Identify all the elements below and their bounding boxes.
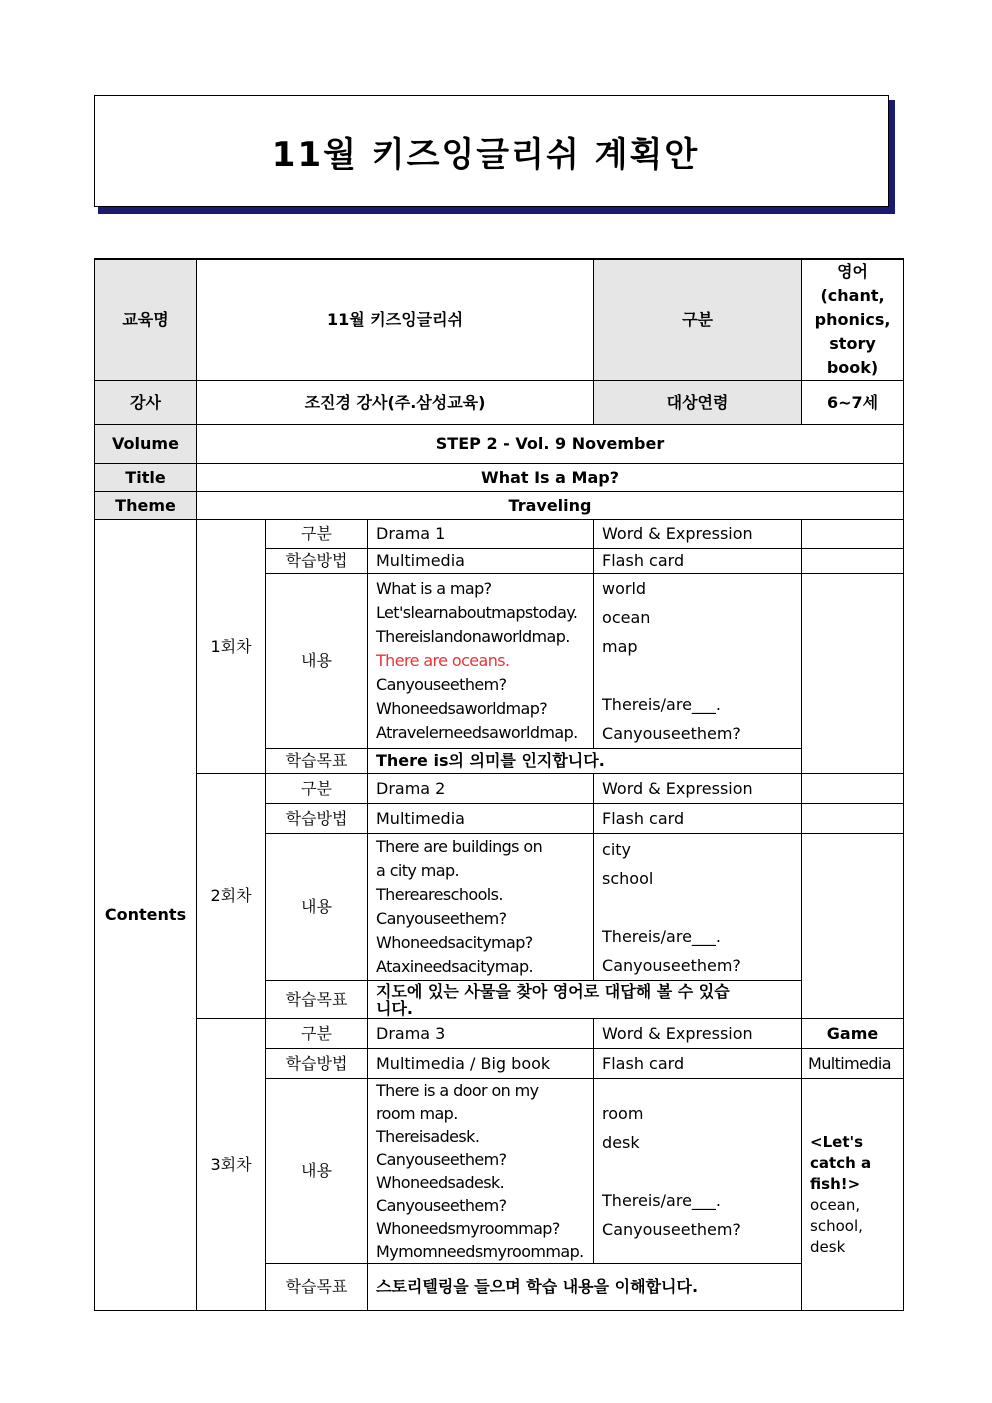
session-2-method-label: 학습방법	[266, 804, 368, 834]
content-line: Thereislandonaworldmap.	[376, 627, 570, 646]
content-line: Ataxineedsacitymap.	[376, 957, 533, 976]
content-line: There is a door on my	[376, 1081, 539, 1100]
session-1-words	[594, 574, 802, 749]
volume-value: STEP 2 - Vol. 9 November	[197, 425, 904, 464]
content-line: There are buildings on	[376, 837, 543, 856]
session-3-drama: Drama 3	[368, 1019, 594, 1049]
info-row-instructor	[95, 381, 904, 425]
info-row-title	[95, 464, 904, 492]
session-2-category-label: 구분	[266, 774, 368, 804]
session-3-method: Multimedia / Big book	[368, 1049, 594, 1079]
session-2-category-row	[95, 774, 904, 804]
content-line: What is a map?	[376, 579, 492, 598]
session-1-method: Multimedia	[368, 549, 594, 574]
word-item: room	[602, 1103, 644, 1123]
word-item: Canyouseethem?	[602, 955, 741, 975]
session-3-goal-label: 학습목표	[266, 1264, 368, 1311]
info-row-course	[95, 259, 904, 381]
plan-table	[94, 258, 904, 1311]
content-line: a city map.	[376, 861, 459, 880]
word-item: map	[602, 637, 638, 656]
session-2-name: 2회차	[197, 774, 266, 1019]
session-2-word-method: Flash card	[594, 804, 802, 834]
title-value: What Is a Map?	[197, 464, 904, 492]
game-title-line: fish!>	[810, 1174, 861, 1193]
session-3-game-content	[802, 1079, 904, 1311]
game-word: ocean,	[810, 1195, 861, 1214]
session-1-word-method: Flash card	[594, 549, 802, 574]
content-line: Canyouseethem?	[376, 1150, 507, 1169]
game-word: desk	[810, 1237, 846, 1256]
content-line: Atravelerneedsaworldmap.	[376, 723, 578, 742]
content-line: Whoneedsacitymap?	[376, 933, 533, 952]
category-label: 구분	[594, 259, 802, 381]
session-2-drama: Drama 2	[368, 774, 594, 804]
course-value: 11월 키즈잉글리쉬	[197, 259, 594, 381]
word-item: Thereis/are___.	[602, 1190, 721, 1210]
content-line: Canyouseethem?	[376, 1196, 507, 1215]
word-spacer	[602, 661, 793, 690]
session-1-word-header: Word & Expression	[594, 520, 802, 549]
word-item: Canyouseethem?	[602, 1219, 741, 1239]
session-1-goal-label: 학습목표	[266, 749, 368, 774]
session-2-method: Multimedia	[368, 804, 594, 834]
category-value: 영어(chant, phonics, story book)	[802, 259, 904, 381]
word-item: desk	[602, 1132, 640, 1152]
content-line-highlight: There are oceans.	[376, 651, 510, 670]
content-line: Whoneedsmyroommap?	[376, 1219, 560, 1238]
content-line: Let'slearnaboutmapstoday.	[376, 603, 578, 622]
session-3-goal: 스토리텔링을 들으며 학습 내용을 이해합니다.	[368, 1264, 802, 1311]
word-item: world	[602, 579, 647, 598]
word-item: Thereis/are___.	[602, 695, 721, 714]
session-1-content-label: 내용	[266, 574, 368, 749]
session-3-game-header: Game	[802, 1019, 904, 1049]
session-3-words	[594, 1079, 802, 1264]
content-line: room map.	[376, 1104, 458, 1123]
session-3-category-label: 구분	[266, 1019, 368, 1049]
theme-label: Theme	[95, 492, 197, 520]
word-item: city	[602, 839, 632, 859]
session-1-game-method-empty	[802, 549, 904, 574]
session-2-game-empty	[802, 774, 904, 804]
session-2-goal-label: 학습목표	[266, 981, 368, 1019]
age-value: 6~7세	[802, 381, 904, 425]
session-2-content-label: 내용	[266, 834, 368, 981]
game-title-line: <Let's	[810, 1132, 864, 1151]
title-box	[94, 95, 889, 207]
content-line: Thereisadesk.	[376, 1127, 480, 1146]
volume-label: Volume	[95, 425, 197, 464]
word-item: ocean	[602, 608, 651, 627]
content-line: Whoneedsadesk.	[376, 1173, 505, 1192]
session-2-content	[368, 834, 594, 981]
session-1-content	[368, 574, 594, 749]
word-item: school	[602, 868, 654, 888]
game-word: school,	[810, 1216, 863, 1235]
contents-label: Contents	[95, 520, 197, 1311]
session-1-category-label: 구분	[266, 520, 368, 549]
info-row-volume	[95, 425, 904, 464]
game-title-line: catch a	[810, 1153, 872, 1172]
word-spacer	[602, 1157, 793, 1186]
session-3-method-label: 학습방법	[266, 1049, 368, 1079]
content-line: Canyouseethem?	[376, 909, 507, 928]
session-1-drama: Drama 1	[368, 520, 594, 549]
theme-value: Traveling	[197, 492, 904, 520]
session-2-goal: 지도에 있는 사물을 찾아 영어로 대답해 볼 수 있습니다.	[368, 981, 802, 1019]
session-2-words	[594, 834, 802, 981]
course-label: 교육명	[95, 259, 197, 381]
instructor-label: 강사	[95, 381, 197, 425]
session-1-category-row	[95, 520, 904, 549]
session-2-game-empty-content	[802, 834, 904, 1019]
session-1-name: 1회차	[197, 520, 266, 774]
session-1-game-empty	[802, 520, 904, 549]
session-3-word-header: Word & Expression	[594, 1019, 802, 1049]
session-1-goal: There is의 의미를 인지합니다.	[368, 749, 802, 774]
age-label: 대상연령	[594, 381, 802, 425]
session-3-game-method: Multimedia	[802, 1049, 904, 1079]
title-label: Title	[95, 464, 197, 492]
session-3-word-method: Flash card	[594, 1049, 802, 1079]
content-line: Canyouseethem?	[376, 675, 507, 694]
session-3-name: 3회차	[197, 1019, 266, 1311]
session-3-content-label: 내용	[266, 1079, 368, 1264]
info-row-theme	[95, 492, 904, 520]
page-title: 11월 키즈잉글리쉬 계획안	[271, 134, 700, 175]
session-3-content	[368, 1079, 594, 1264]
session-2-game-method-empty	[802, 804, 904, 834]
instructor-value: 조진경 강사(주.삼성교육)	[197, 381, 594, 425]
session-1-method-label: 학습방법	[266, 549, 368, 574]
session-2-word-header: Word & Expression	[594, 774, 802, 804]
word-item: Canyouseethem?	[602, 724, 741, 743]
session-1-game-empty-content	[802, 574, 904, 774]
session-3-category-row	[95, 1019, 904, 1049]
content-line: Mymomneedsmyroommap.	[376, 1242, 584, 1261]
content-line: Thereareschools.	[376, 885, 503, 904]
word-spacer	[602, 893, 793, 922]
word-item: Thereis/are___.	[602, 926, 721, 946]
content-line: Whoneedsaworldmap?	[376, 699, 548, 718]
